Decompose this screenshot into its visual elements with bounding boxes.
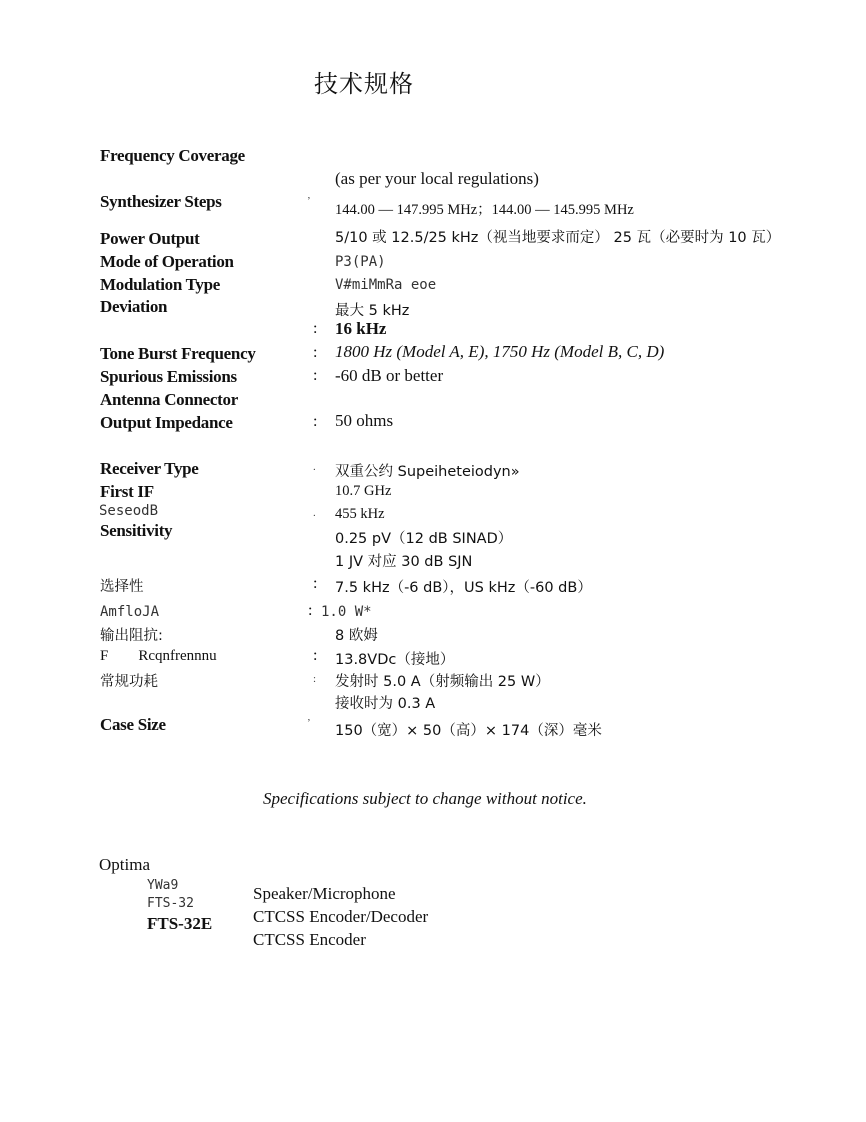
option-code: FTS-32E <box>147 914 213 933</box>
spec-label-output-impedance-rx: 输出阻抗: <box>100 628 163 644</box>
spec-label-sensitivity: Sensitivity <box>100 521 173 540</box>
spec-value-receiver-type: 双重公约 Supeiheteiodyn» <box>335 464 520 480</box>
spec-separator: : <box>308 602 313 619</box>
spec-label-modulation-type: Modulation Type <box>100 275 221 294</box>
spec-value-case-size: 150（宽）× 50（高）× 174（深）毫米 <box>335 723 602 739</box>
spec-label-output-impedance: Output Impedance <box>100 413 233 432</box>
option-description: CTCSS Encoder <box>253 930 366 949</box>
spec-separator: : <box>313 413 318 430</box>
spec-value-spurious-emissions: -60 dB or better <box>335 366 444 385</box>
spec-value-frequency-coverage: (as per your local regulations) <box>335 169 539 188</box>
spec-value-16khz: 16 kHz <box>335 319 387 338</box>
spec-label-second-if: SeseodB <box>99 503 159 519</box>
spec-value-current-consumption-2: 接收时为 0.3 A <box>335 696 436 712</box>
spec-value-sensitivity: 0.25 pV（12 dB SINAD） <box>335 531 513 547</box>
spec-label-tone-burst-frequency: Tone Burst Frequency <box>100 344 256 363</box>
spec-value-second-if: 455 kHz <box>335 506 385 522</box>
spec-value-tone-burst-frequency: 1800 Hz (Model A, E), 1750 Hz (Model B, C, D) <box>335 342 665 361</box>
spec-label-first-if: First IF <box>100 482 154 501</box>
option-description: Speaker/Microphone <box>253 884 396 903</box>
spec-value-power-requirement: 13.8VDc（接地） <box>335 652 455 668</box>
spec-label-antenna-connector: Antenna Connector <box>100 390 238 409</box>
spec-label-current-consumption: 常规功耗 <box>100 674 158 690</box>
spec-label-power-requirement: F Rcqnfrennnu <box>100 648 217 664</box>
spec-label-receiver-type: Receiver Type <box>100 459 199 478</box>
spec-value-selectivity: 7.5 kHz（-6 dB），US kHz（-60 dB） <box>335 580 592 596</box>
spec-value-modulation-type: V#miMmRa eoe <box>335 277 437 293</box>
spec-value-first-if: 10.7 GHz <box>335 483 392 499</box>
spec-value-sensitivity-2: 1 JV 对应 30 dB SJN <box>335 554 473 570</box>
spec-separator: : <box>313 575 318 592</box>
spec-label-selectivity: 选择性 <box>100 579 144 595</box>
spec-label-spurious-emissions: Spurious Emissions <box>100 367 237 386</box>
spec-separator: : <box>313 367 318 384</box>
spec-value-power-output: 5/10 或 12.5/25 kHz（视当地要求而定） 25 瓦（必要时为 10 瓦） <box>335 230 781 246</box>
spec-separator: : <box>313 344 318 361</box>
spec-label-af-output: AmfloJA <box>100 604 160 620</box>
spec-label-synthesizer-steps: Synthesizer Steps <box>100 192 222 211</box>
option-code: FTS-32 <box>147 896 194 911</box>
spec-separator: . <box>313 507 316 519</box>
spec-separator: : <box>313 673 317 685</box>
notice-text: Specifications subject to change without notice. <box>263 789 587 808</box>
spec-value-mode-of-operation: P3(PA) <box>335 254 386 270</box>
spec-separator: : <box>313 647 318 664</box>
spec-label-deviation: Deviation <box>100 297 168 316</box>
spec-value-deviation: 最大 5 kHz <box>335 303 410 319</box>
spec-value-output-impedance-rx: 8 欧姆 <box>335 628 378 644</box>
spec-separator: ’ <box>307 195 311 207</box>
spec-label-power-output: Power Output <box>100 229 200 248</box>
spec-separator: ’ <box>307 717 311 729</box>
option-description: CTCSS Encoder/Decoder <box>253 907 429 926</box>
spec-separator: . <box>313 461 316 473</box>
spec-label-frequency-coverage: Frequency Coverage <box>100 146 245 165</box>
option-code: YWa9 <box>147 878 179 893</box>
spec-value-synthesizer-steps: 144.00 — 147.995 MHz；144.00 — 145.995 MHz <box>335 202 634 218</box>
options-heading: Optima <box>99 855 150 874</box>
page-title: 技术规格 <box>314 70 414 98</box>
spec-label-mode-of-operation: Mode of Operation <box>100 252 234 271</box>
spec-separator: : <box>313 320 318 337</box>
spec-value-af-output: 1.0 W* <box>321 604 372 620</box>
spec-label-case-size: Case Size <box>100 715 166 734</box>
spec-value-output-impedance: 50 ohms <box>335 411 394 430</box>
spec-value-current-consumption: 发射时 5.0 A（射频输出 25 W） <box>335 674 550 690</box>
